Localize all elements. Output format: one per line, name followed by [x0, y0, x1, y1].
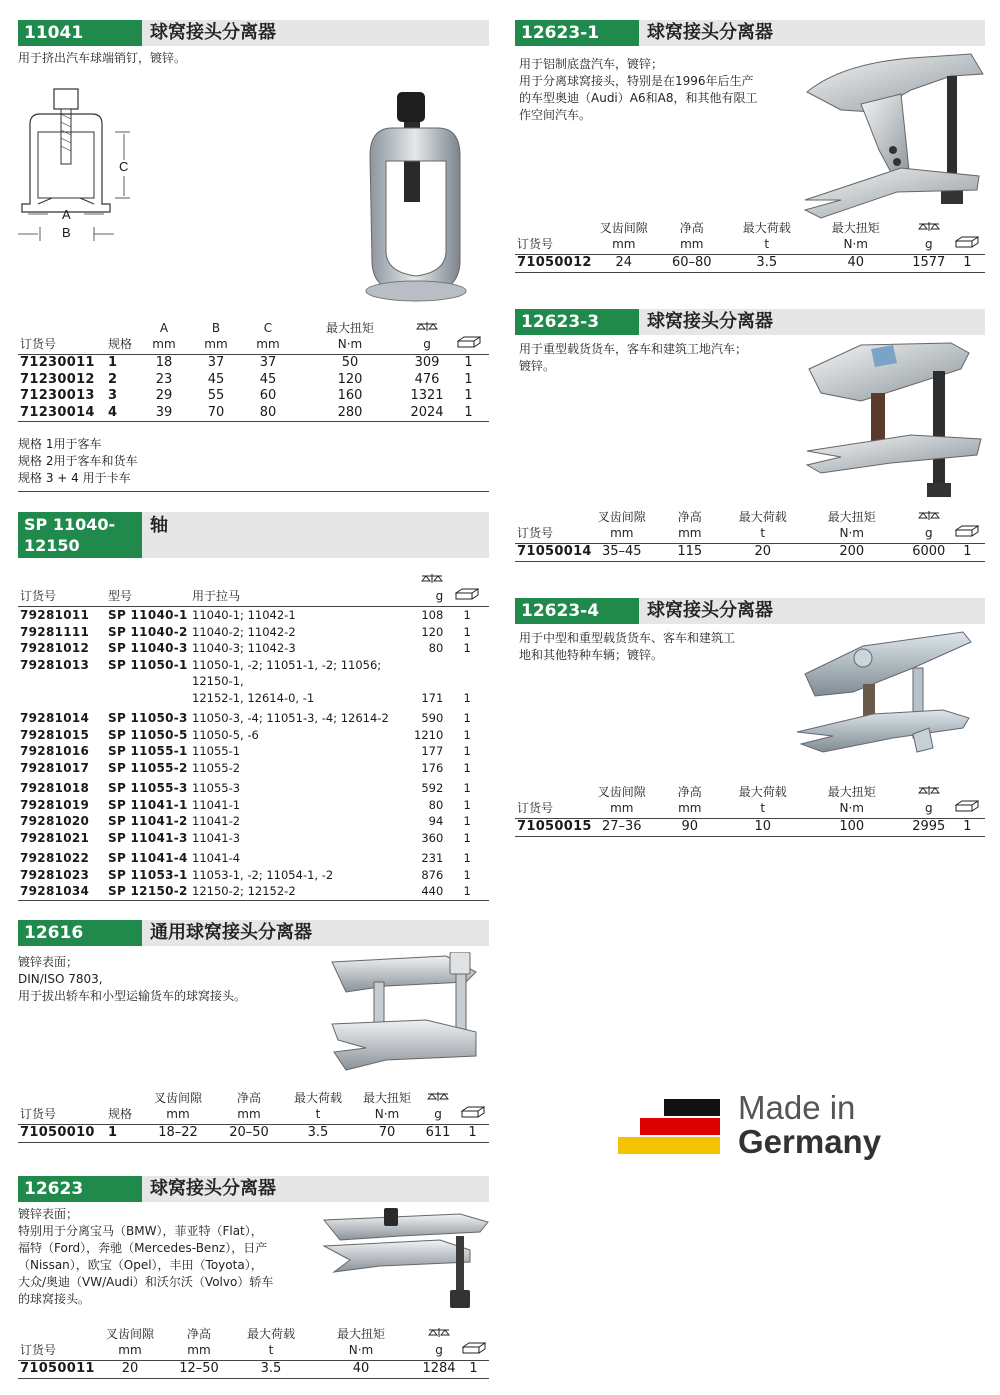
cell-order: 79281034 [20, 884, 90, 898]
cell-b: 55 [207, 388, 225, 403]
col-load: 最大荷载 t [742, 221, 791, 251]
table-row [18, 372, 489, 389]
col-gap: 叉齿间隙 mm [153, 1091, 202, 1121]
col-pack [445, 572, 489, 607]
cell-order: 79281015 [20, 727, 90, 742]
package-icon [955, 800, 979, 816]
cell-order: 79281022 [20, 851, 90, 865]
col-pack [950, 509, 985, 544]
cell-for: 11050-3, -4; 11051-3, -4; 12614-2 [192, 711, 389, 725]
section-11041 [18, 20, 489, 485]
cell-c: 45 [259, 371, 277, 387]
col-pack [950, 784, 985, 819]
cell-torque: 160 [337, 388, 363, 403]
section-title: 球窝接头分离器 [647, 600, 773, 621]
col-gap: 叉齿间隙 mm [105, 1327, 154, 1357]
cell-weight: 876 [421, 867, 444, 882]
cell-c: 37 [259, 355, 277, 370]
cell-for: 11040-2; 11042-2 [192, 624, 296, 639]
scale-icon [918, 509, 940, 525]
cell-pack: 1 [463, 814, 471, 828]
spec-table-12623 [18, 1326, 489, 1379]
cell-for: 11041-1 [192, 797, 241, 812]
cell-order: 71230011 [20, 355, 95, 370]
cell-order: 79281020 [20, 814, 90, 828]
table-row: 71050010 1 18–22 20–50 3.5 70 611 1 [18, 1125, 489, 1143]
table-row [18, 743, 489, 760]
scale-icon [421, 572, 443, 588]
product-image-12623-1 [801, 50, 985, 226]
cell-a: 39 [155, 404, 173, 420]
made-in-label: Made in [738, 1089, 856, 1126]
section-sp-11040-12150 [18, 512, 489, 898]
table-row [18, 624, 489, 641]
cell-weight: 590 [421, 711, 444, 725]
cell-size: 3 [108, 388, 118, 403]
col-weight: g [420, 1090, 456, 1125]
col-order: 订货号 [517, 801, 554, 815]
table-row [18, 867, 489, 884]
section-code: SP 11040- 12150 [18, 512, 142, 558]
size-notes [18, 432, 489, 492]
cell-model: SP 11041-3 [108, 830, 188, 845]
cell-order: 79281023 [20, 867, 90, 882]
section-code: 11041 [18, 20, 142, 46]
cell-weight: 231 [421, 851, 444, 865]
cell-pack: 1 [464, 355, 473, 370]
col-order: 订货号 [517, 237, 554, 251]
table-row [18, 778, 489, 797]
col-size: 规格 [108, 337, 133, 351]
cell-order: 79281011 [20, 608, 90, 622]
cell-pack: 1 [463, 744, 471, 758]
cell-model: SP 11040-3 [108, 641, 188, 655]
cell-pack: 1 [463, 760, 471, 775]
scale-icon [918, 220, 940, 236]
cell-weight: 440 [421, 884, 444, 898]
col-torque: 最大扭矩 N·m [827, 785, 876, 815]
col-order: 订货号 [517, 526, 554, 540]
col-pack [448, 320, 489, 355]
section-12616 [18, 920, 489, 1140]
cell-for: 11055-2 [192, 760, 241, 775]
cell-model: SP 11050-3 [108, 711, 188, 725]
table-row [18, 657, 489, 709]
cell-order: 79281012 [20, 641, 90, 655]
cell-weight: 80 [428, 641, 444, 655]
cell-order: 79281017 [20, 760, 90, 775]
section-header [18, 920, 489, 946]
spindle-table [18, 572, 489, 901]
section-code: 12623-1 [515, 20, 639, 46]
cell-order: 79281013 [20, 657, 90, 672]
product-image-12623-4 [793, 628, 983, 768]
cell-pack: 1 [463, 781, 471, 795]
col-pack [456, 1090, 489, 1125]
flag-stripe-gold [618, 1137, 720, 1154]
section-header [18, 1176, 489, 1202]
table-row [18, 848, 489, 867]
cell-b: 70 [207, 404, 225, 420]
section-code: 12623 [18, 1176, 142, 1202]
section-code: 12623-3 [515, 309, 639, 335]
col-weight: g [420, 1326, 458, 1361]
cell-pack: 1 [464, 388, 473, 403]
cell-model: SP 11055-2 [108, 760, 188, 775]
col-for: 用于拉马 [192, 589, 241, 603]
cell-weight: 80 [428, 797, 444, 812]
cell-for: 11050-1, -2; 11051-1, -2; 11056; 12150-1, 12152-1, 12614-0, -1 [192, 657, 382, 705]
col-load: 最大荷载 t [738, 510, 787, 540]
section-description: 用于中型和重型载货货车、客车和建筑工 地和其他特种车辆；镀锌。 [519, 631, 736, 662]
col-c: C mm [256, 321, 280, 351]
section-12623-3 [515, 309, 985, 559]
col-order: 订货号 [20, 589, 57, 603]
cell-weight: 108 [421, 608, 444, 622]
section-title: 球窝接头分离器 [647, 22, 773, 43]
cell-size: 1 [108, 355, 118, 370]
col-torque: 最大扭矩 N·m [827, 510, 876, 540]
note-line: 规格 3 + 4 用于卡车 [18, 471, 131, 485]
col-load: 最大荷载 t [246, 1327, 295, 1357]
cell-pack: 1 [463, 641, 471, 655]
cell-for: 11041-2 [192, 814, 241, 828]
package-icon [955, 236, 979, 252]
cell-pack: 1 [464, 371, 473, 387]
scale-icon [918, 784, 940, 800]
cell-b: 37 [207, 355, 225, 370]
cell-pack: 1 [463, 727, 471, 742]
cell-for: 11055-1 [192, 744, 241, 758]
section-12623-1 [515, 20, 985, 270]
flag-stripe-black [664, 1099, 720, 1116]
cell-model: SP 12150-2 [108, 884, 188, 898]
table-row [18, 797, 489, 814]
col-gap: 叉齿间隙 mm [599, 221, 648, 251]
cell-order: 79281016 [20, 744, 90, 758]
cell-for: 11041-3 [192, 830, 241, 845]
product-image-12623-3 [801, 339, 985, 499]
col-order: 订货号 [20, 337, 57, 351]
product-image-12623 [320, 1206, 490, 1316]
col-weight: g [406, 320, 448, 355]
table-row [18, 355, 489, 372]
cell-pack: 1 [463, 884, 471, 898]
cell-size: 4 [108, 404, 118, 420]
col-pack [950, 220, 985, 255]
dim-label-b: B [62, 225, 71, 240]
col-weight: g [908, 220, 950, 255]
col-torque: 最大扭矩 N·m [362, 1091, 411, 1121]
cell-pack: 1 [463, 797, 471, 812]
spec-table-12623-1 [515, 220, 985, 273]
table-row [18, 607, 489, 624]
cell-model: SP 11041-1 [108, 797, 188, 812]
cell-a: 29 [155, 388, 173, 403]
package-icon [457, 336, 481, 352]
col-model: 型号 [108, 589, 133, 603]
product-image-11041 [348, 86, 488, 321]
cell-model: SP 11053-1 [108, 867, 188, 882]
product-image-12616 [326, 952, 491, 1074]
scale-icon [427, 1090, 449, 1106]
cell-pack: 1 [463, 830, 471, 845]
col-load: 最大荷载 t [738, 785, 787, 815]
col-order: 订货号 [20, 1343, 57, 1357]
col-a: A mm [152, 321, 176, 351]
col-gap: 叉齿间隙 mm [597, 785, 646, 815]
col-height: 净高 mm [677, 785, 702, 815]
cell-order: 71230014 [20, 404, 95, 420]
table-row: 71050011 20 12–50 3.5 40 1284 1 [18, 1361, 489, 1379]
col-b: B mm [204, 321, 228, 351]
col-weight: g [908, 509, 950, 544]
cell-model: SP 11055-3 [108, 781, 188, 795]
cell-c: 60 [259, 388, 277, 403]
cell-a: 18 [155, 355, 173, 370]
germany-label: Germany [738, 1123, 882, 1160]
cell-for: 11040-3; 11042-3 [192, 641, 296, 655]
cell-weight: 94 [428, 814, 444, 828]
cell-pack: 1 [463, 851, 471, 865]
scale-icon [428, 1326, 450, 1342]
section-title: 球窝接头分离器 [150, 22, 276, 43]
section-title: 通用球窝接头分离器 [150, 922, 312, 943]
spec-table-12616 [18, 1090, 489, 1143]
col-load: 最大荷载 t [293, 1091, 342, 1121]
cell-weight: 120 [421, 624, 444, 639]
col-torque: 最大扭矩 N·m [325, 321, 374, 351]
cell-order: 71230013 [20, 388, 95, 403]
cell-for: 11053-1, -2; 11054-1, -2 [192, 867, 334, 882]
col-gap: 叉齿间隙 mm [597, 510, 646, 540]
table-row: 71050015 27–36 90 10 100 2995 1 [515, 819, 985, 837]
table-row [18, 405, 489, 422]
cell-weight: 2024 [410, 404, 444, 420]
cell-for: 11055-3 [192, 781, 241, 795]
col-pack [458, 1326, 489, 1361]
section-description: 用于铝制底盘汽车，镀锌； 用于分离球窝接头，特别是在1996年后生产 的车型奥迪（Audi）A6和A8，和其他有限工 作空间汽车。 [519, 57, 758, 122]
cell-order: 71230012 [20, 371, 95, 387]
table-row [18, 708, 489, 727]
section-code: 12623-4 [515, 598, 639, 624]
package-icon [455, 588, 479, 604]
cell-model: SP 11055-1 [108, 744, 188, 758]
scale-icon [416, 320, 438, 336]
cell-torque: 50 [341, 355, 359, 370]
cell-weight: 309 [414, 355, 440, 370]
dim-label-c: C [119, 159, 129, 174]
cell-order: 79281018 [20, 781, 90, 795]
table-row: 71050014 35–45 115 20 200 6000 1 [515, 544, 985, 562]
section-description: 用于重型载货货车，客车和建筑工地汽车； 镀锌。 [519, 342, 748, 373]
cell-order: 79281019 [20, 797, 90, 812]
cell-model: SP 11041-2 [108, 814, 188, 828]
cell-weight: 177 [421, 744, 444, 758]
table-row: 71050012 24 60–80 3.5 40 1577 1 [515, 255, 985, 273]
cell-c: 80 [259, 404, 277, 420]
cell-weight: 1321 [410, 388, 444, 403]
dim-label-a: A [62, 207, 71, 222]
note-line: 规格 1用于客车 [18, 437, 102, 451]
table-row [18, 640, 489, 657]
cell-torque: 280 [337, 404, 363, 420]
cell-model: SP 11050-1 [108, 657, 188, 672]
cell-size: 2 [108, 371, 118, 387]
cell-model: SP 11050-5 [108, 727, 188, 742]
section-header [18, 512, 489, 558]
col-height: 净高 mm [679, 221, 704, 251]
cell-pack: 1 [463, 624, 471, 639]
cell-weight: 360 [421, 830, 444, 845]
package-icon [462, 1342, 486, 1358]
col-weight: g [908, 784, 950, 819]
cell-for: 11041-4 [192, 851, 241, 865]
cell-weight: 1210 [414, 727, 444, 742]
table-row [18, 830, 489, 849]
spec-table-11041 [18, 320, 489, 422]
spec-table-12623-4 [515, 784, 985, 837]
made-in-germany-badge [618, 1089, 898, 1163]
spec-table-12623-3 [515, 509, 985, 562]
table-row [18, 388, 489, 405]
col-order: 订货号 [20, 1107, 57, 1121]
cell-torque: 120 [337, 371, 363, 387]
col-size: 规格 [108, 1107, 133, 1121]
section-description: 镀锌表面； 特别用于分离宝马（BMW），菲亚特（Flat）， 福特（Ford），奔驰（Mercedes-Benz），日产 （Nissan），欧宝（Opel），丰田（Toyota）， 大众/奥迪（VW/Audi）和沃尔沃（Volvo）轿车 的球窝接头。 [18, 1207, 274, 1306]
table-row [18, 760, 489, 779]
col-height: 净高 mm [236, 1091, 261, 1121]
cell-pack: 1 [463, 711, 471, 725]
section-description: 镀锌表面； DIN/ISO 7803, 用于拔出轿车和小型运输货车的球窝接头。 [18, 955, 247, 1003]
section-code: 12616 [18, 920, 142, 946]
section-header [515, 598, 985, 624]
table-row [18, 813, 489, 830]
cell-weight: 171 [421, 690, 444, 705]
table-row [18, 727, 489, 744]
section-header [515, 309, 985, 335]
col-torque: 最大扭矩 N·m [336, 1327, 385, 1357]
cell-pack: 1 [464, 404, 473, 420]
cell-model: SP 11040-1 [108, 608, 188, 622]
section-header [515, 20, 985, 46]
cell-order: 79281014 [20, 711, 90, 725]
cell-weight: 592 [421, 781, 444, 795]
cell-pack: 1 [463, 867, 471, 882]
section-header [18, 20, 489, 46]
cell-order: 79281111 [20, 624, 90, 639]
cell-a: 23 [155, 371, 173, 387]
cell-weight: 176 [421, 760, 444, 775]
col-torque: 最大扭矩 N·m [831, 221, 880, 251]
flag-stripe-red [640, 1118, 720, 1135]
note-line: 规格 2用于客车和货车 [18, 454, 138, 468]
cell-weight: 476 [414, 371, 440, 387]
section-12623 [18, 1176, 489, 1376]
section-title: 轴 [150, 515, 168, 536]
section-12623-4 [515, 598, 985, 834]
col-height: 净高 mm [186, 1327, 211, 1357]
package-icon [461, 1106, 485, 1122]
cell-pack: 1 [463, 608, 471, 622]
section-title: 球窝接头分离器 [150, 1178, 276, 1199]
col-weight: g [412, 572, 445, 607]
section-description: 用于挤出汽车球端销钉，镀锌。 [18, 51, 187, 65]
package-icon [955, 525, 979, 541]
cell-model: SP 11040-2 [108, 624, 188, 639]
cell-for: 12150-2; 12152-2 [192, 884, 296, 898]
cell-for: 11050-5, -6 [192, 727, 259, 742]
col-height: 净高 mm [677, 510, 702, 540]
cell-b: 45 [207, 371, 225, 387]
section-title: 球窝接头分离器 [647, 311, 773, 332]
cell-model: SP 11041-4 [108, 851, 188, 865]
table-row [18, 883, 489, 900]
cell-for: 11040-1; 11042-1 [192, 608, 296, 622]
cell-order: 79281021 [20, 830, 90, 845]
cell-pack: 1 [463, 690, 471, 705]
